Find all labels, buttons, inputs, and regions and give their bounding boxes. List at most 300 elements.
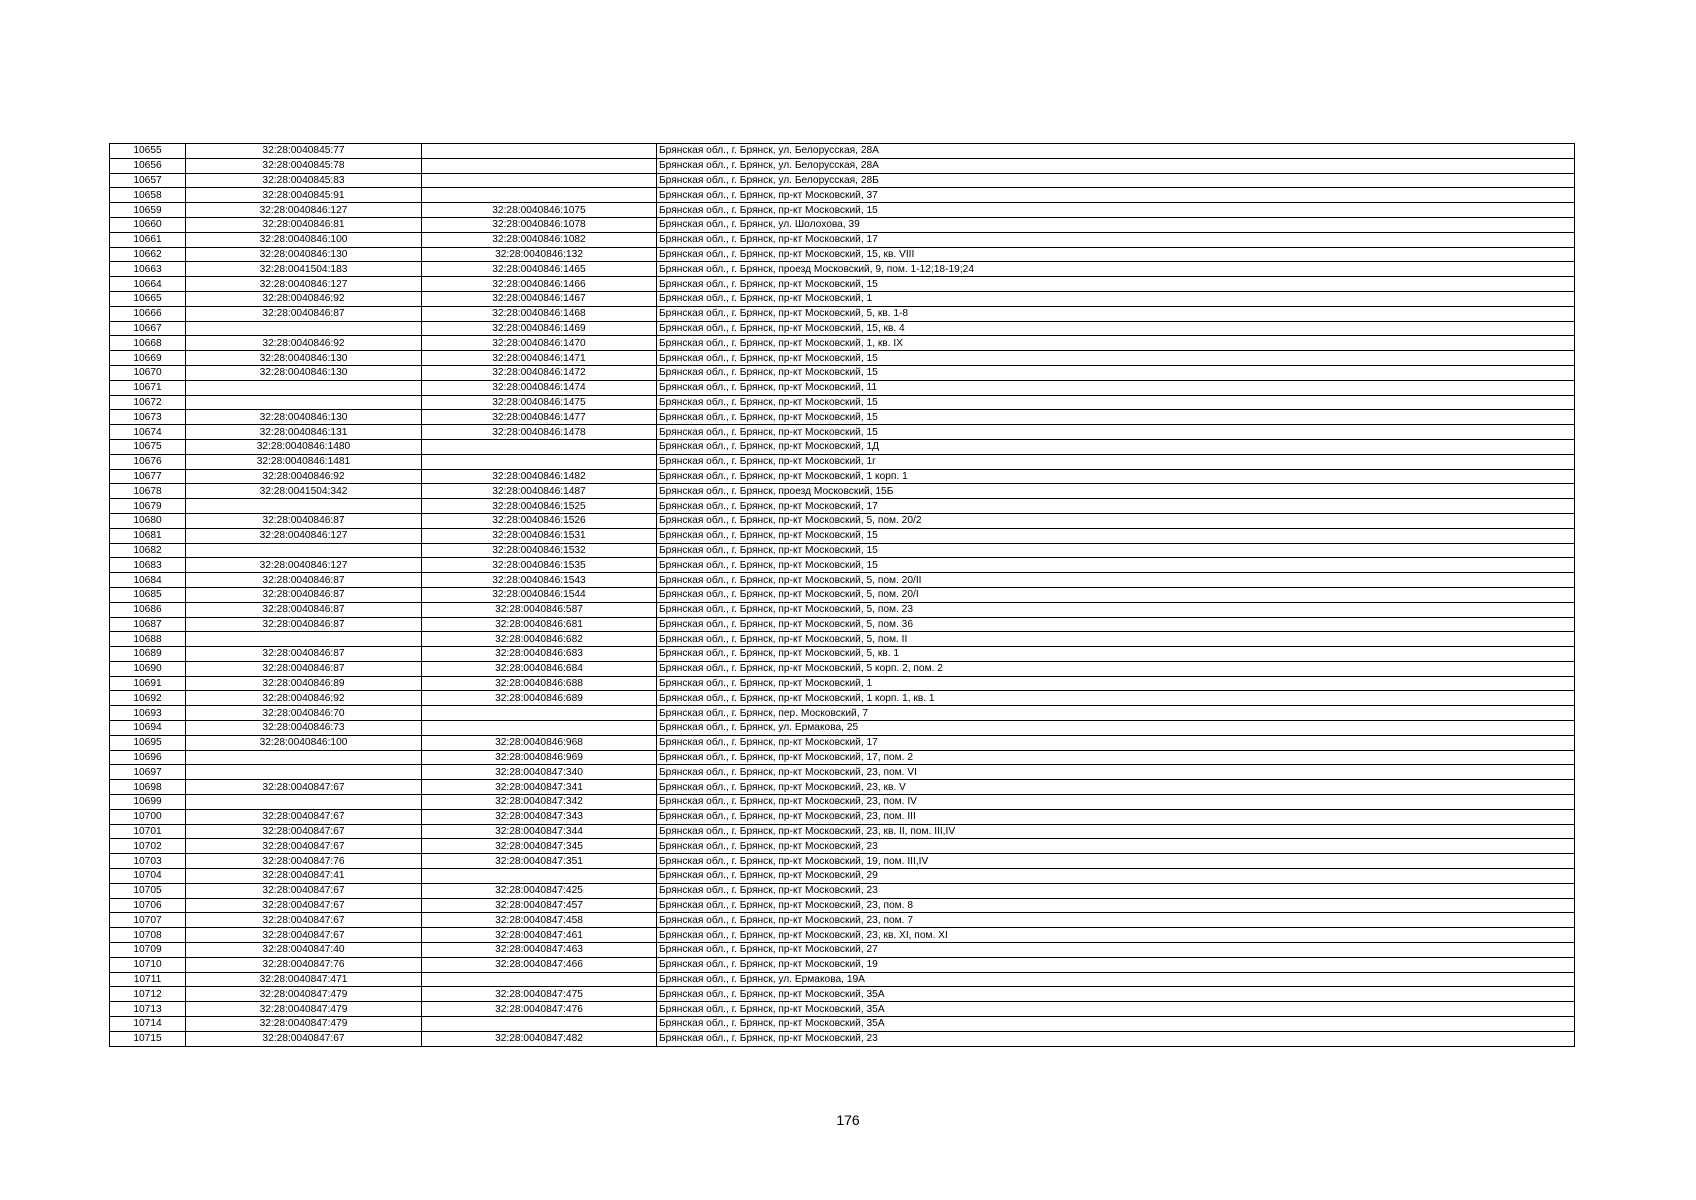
table-row	[110, 735, 1575, 750]
address-cell: Брянская обл., г. Брянск, пр-кт Московский, 5, пом. 20/2	[657, 513, 1575, 528]
parcel-number-cell: 32:28:0040846:87	[186, 617, 422, 632]
row-number-cell: 10688	[110, 632, 186, 647]
row-number-cell: 10683	[110, 558, 186, 573]
row-number-cell: 10674	[110, 425, 186, 440]
object-number-cell: 32:28:0040846:682	[422, 632, 657, 647]
row-number-cell: 10700	[110, 809, 186, 824]
parcel-number-cell	[186, 499, 422, 514]
address-cell: Брянская обл., г. Брянск, проезд Московский, 15Б	[657, 484, 1575, 499]
table-row	[110, 602, 1575, 617]
parcel-number-cell: 32:28:0040846:92	[186, 291, 422, 306]
row-number-cell: 10697	[110, 765, 186, 780]
address-cell: Брянская обл., г. Брянск, пр-кт Московский, 1, кв. IX	[657, 336, 1575, 351]
object-number-cell: 32:28:0040847:461	[422, 928, 657, 943]
table-row	[110, 706, 1575, 721]
table-row	[110, 573, 1575, 588]
table-row	[110, 928, 1575, 943]
row-number-cell: 10690	[110, 661, 186, 676]
page-number: 176	[836, 1112, 860, 1128]
row-number-cell: 10712	[110, 987, 186, 1002]
row-number-cell: 10691	[110, 676, 186, 691]
parcel-number-cell: 32:28:0040847:76	[186, 854, 422, 869]
address-cell: Брянская обл., г. Брянск, пр-кт Московский, 27	[657, 943, 1575, 958]
table-row	[110, 721, 1575, 736]
parcel-number-cell: 32:28:0040847:67	[186, 1031, 422, 1046]
row-number-cell: 10707	[110, 913, 186, 928]
row-number-cell: 10659	[110, 203, 186, 218]
address-cell: Брянская обл., г. Брянск, пр-кт Московский, 15	[657, 558, 1575, 573]
object-number-cell	[422, 721, 657, 736]
table-body	[110, 144, 1575, 1047]
table-row	[110, 425, 1575, 440]
parcel-number-cell: 32:28:0040845:83	[186, 173, 422, 188]
address-cell: Брянская обл., г. Брянск, пр-кт Московский, 15	[657, 277, 1575, 292]
parcel-number-cell: 32:28:0040846:127	[186, 528, 422, 543]
row-number-cell: 10675	[110, 439, 186, 454]
row-number-cell: 10663	[110, 262, 186, 277]
row-number-cell: 10673	[110, 410, 186, 425]
table-row	[110, 499, 1575, 514]
object-number-cell: 32:28:0040846:1465	[422, 262, 657, 277]
object-number-cell: 32:28:0040847:476	[422, 1002, 657, 1017]
object-number-cell: 32:28:0040846:1075	[422, 203, 657, 218]
table-row	[110, 854, 1575, 869]
object-number-cell: 32:28:0040846:1082	[422, 232, 657, 247]
table-row	[110, 543, 1575, 558]
address-cell: Брянская обл., г. Брянск, пр-кт Московский, 1	[657, 291, 1575, 306]
address-cell: Брянская обл., г. Брянск, ул. Белорусская, 28А	[657, 158, 1575, 173]
table-row	[110, 632, 1575, 647]
row-number-cell: 10713	[110, 1002, 186, 1017]
table-row	[110, 365, 1575, 380]
object-number-cell: 32:28:0040847:343	[422, 809, 657, 824]
parcel-number-cell: 32:28:0040847:67	[186, 928, 422, 943]
object-number-cell: 32:28:0040847:458	[422, 913, 657, 928]
table-row	[110, 676, 1575, 691]
object-number-cell	[422, 173, 657, 188]
object-number-cell: 32:28:0040846:1078	[422, 217, 657, 232]
table-row	[110, 395, 1575, 410]
parcel-number-cell: 32:28:0040847:479	[186, 1002, 422, 1017]
row-number-cell: 10662	[110, 247, 186, 262]
address-cell: Брянская обл., г. Брянск, ул. Белорусская, 28А	[657, 144, 1575, 159]
address-cell: Брянская обл., г. Брянск, пр-кт Московский, 15	[657, 395, 1575, 410]
address-cell: Брянская обл., г. Брянск, пр-кт Московский, 1г	[657, 454, 1575, 469]
address-cell: Брянская обл., г. Брянск, пр-кт Московский, 23	[657, 1031, 1575, 1046]
parcel-number-cell: 32:28:0040847:479	[186, 1017, 422, 1032]
table-row	[110, 469, 1575, 484]
address-cell: Брянская обл., г. Брянск, пр-кт Московский, 23, пом. III	[657, 809, 1575, 824]
table-row	[110, 943, 1575, 958]
object-number-cell: 32:28:0040846:689	[422, 691, 657, 706]
object-number-cell: 32:28:0040846:1470	[422, 336, 657, 351]
row-number-cell: 10696	[110, 750, 186, 765]
table-row	[110, 351, 1575, 366]
address-cell: Брянская обл., г. Брянск, пр-кт Московский, 23	[657, 839, 1575, 854]
object-number-cell	[422, 158, 657, 173]
row-number-cell: 10660	[110, 217, 186, 232]
parcel-number-cell: 32:28:0040847:76	[186, 957, 422, 972]
object-number-cell: 32:28:0040846:681	[422, 617, 657, 632]
address-cell: Брянская обл., г. Брянск, пр-кт Московский, 35А	[657, 987, 1575, 1002]
parcel-number-cell: 32:28:0040846:127	[186, 277, 422, 292]
table-row	[110, 987, 1575, 1002]
address-cell: Брянская обл., г. Брянск, пр-кт Московский, 5 корп. 2, пом. 2	[657, 661, 1575, 676]
table-row	[110, 232, 1575, 247]
table-row	[110, 247, 1575, 262]
parcel-number-cell: 32:28:0040846:70	[186, 706, 422, 721]
row-number-cell: 10706	[110, 898, 186, 913]
address-cell: Брянская обл., г. Брянск, пр-кт Московский, 23, кв. XI, пом. XI	[657, 928, 1575, 943]
object-number-cell: 32:28:0040846:1468	[422, 306, 657, 321]
row-number-cell: 10702	[110, 839, 186, 854]
address-cell: Брянская обл., г. Брянск, ул. Белорусская, 28Б	[657, 173, 1575, 188]
address-cell: Брянская обл., г. Брянск, пр-кт Московский, 1 корп. 1	[657, 469, 1575, 484]
table-row	[110, 647, 1575, 662]
parcel-number-cell: 32:28:0040846:87	[186, 573, 422, 588]
parcel-number-cell	[186, 750, 422, 765]
table-row	[110, 765, 1575, 780]
row-number-cell: 10658	[110, 188, 186, 203]
object-number-cell	[422, 1017, 657, 1032]
address-cell: Брянская обл., г. Брянск, пр-кт Московский, 37	[657, 188, 1575, 203]
row-number-cell: 10665	[110, 291, 186, 306]
row-number-cell: 10677	[110, 469, 186, 484]
row-number-cell: 10669	[110, 351, 186, 366]
table-row	[110, 188, 1575, 203]
row-number-cell: 10668	[110, 336, 186, 351]
parcel-number-cell: 32:28:0040847:479	[186, 987, 422, 1002]
row-number-cell: 10711	[110, 972, 186, 987]
table-row	[110, 173, 1575, 188]
object-number-cell	[422, 706, 657, 721]
address-cell: Брянская обл., г. Брянск, пр-кт Московский, 15	[657, 425, 1575, 440]
object-number-cell: 32:28:0040847:463	[422, 943, 657, 958]
parcel-number-cell: 32:28:0040846:1480	[186, 439, 422, 454]
object-number-cell: 32:28:0040847:340	[422, 765, 657, 780]
parcel-number-cell: 32:28:0040846:1481	[186, 454, 422, 469]
row-number-cell: 10678	[110, 484, 186, 499]
row-number-cell: 10682	[110, 543, 186, 558]
parcel-number-cell: 32:28:0040847:67	[186, 839, 422, 854]
address-cell: Брянская обл., г. Брянск, пр-кт Московский, 15	[657, 365, 1575, 380]
parcel-number-cell: 32:28:0040847:67	[186, 780, 422, 795]
parcel-number-cell: 32:28:0040845:77	[186, 144, 422, 159]
table-row	[110, 809, 1575, 824]
parcel-number-cell: 32:28:0040847:67	[186, 809, 422, 824]
row-number-cell: 10685	[110, 587, 186, 602]
table-row	[110, 454, 1575, 469]
address-cell: Брянская обл., г. Брянск, пр-кт Московский, 5, пом. 23	[657, 602, 1575, 617]
parcel-number-cell: 32:28:0040846:87	[186, 513, 422, 528]
address-cell: Брянская обл., г. Брянск, пр-кт Московский, 23, пом. IV	[657, 795, 1575, 810]
address-cell: Брянская обл., г. Брянск, ул. Ермакова, 25	[657, 721, 1575, 736]
address-cell: Брянская обл., г. Брянск, пр-кт Московский, 23, пом. VI	[657, 765, 1575, 780]
parcel-number-cell: 32:28:0040847:67	[186, 898, 422, 913]
object-number-cell: 32:28:0040847:466	[422, 957, 657, 972]
address-cell: Брянская обл., г. Брянск, проезд Московский, 9, пом. 1-12;18-19;24	[657, 262, 1575, 277]
table-row	[110, 913, 1575, 928]
parcel-number-cell: 32:28:0040846:73	[186, 721, 422, 736]
address-cell: Брянская обл., г. Брянск, пр-кт Московский, 15	[657, 410, 1575, 425]
parcel-number-cell	[186, 380, 422, 395]
object-number-cell: 32:28:0040846:1543	[422, 573, 657, 588]
row-number-cell: 10698	[110, 780, 186, 795]
parcel-number-cell: 32:28:0040846:92	[186, 691, 422, 706]
address-cell: Брянская обл., г. Брянск, пр-кт Московский, 23	[657, 883, 1575, 898]
object-number-cell: 32:28:0040846:1544	[422, 587, 657, 602]
address-cell: Брянская обл., г. Брянск, пр-кт Московский, 15, кв. 4	[657, 321, 1575, 336]
parcel-number-cell: 32:28:0040846:89	[186, 676, 422, 691]
row-number-cell: 10681	[110, 528, 186, 543]
object-number-cell: 32:28:0040847:345	[422, 839, 657, 854]
address-cell: Брянская обл., г. Брянск, пер. Московский, 7	[657, 706, 1575, 721]
table-row	[110, 972, 1575, 987]
table-row	[110, 1002, 1575, 1017]
table-row	[110, 291, 1575, 306]
address-cell: Брянская обл., г. Брянск, пр-кт Московский, 23, пом. 8	[657, 898, 1575, 913]
object-number-cell: 32:28:0040846:1535	[422, 558, 657, 573]
address-cell: Брянская обл., г. Брянск, пр-кт Московский, 29	[657, 869, 1575, 884]
row-number-cell: 10686	[110, 602, 186, 617]
table-row	[110, 661, 1575, 676]
address-cell: Брянская обл., г. Брянск, пр-кт Московский, 19, пом. III,IV	[657, 854, 1575, 869]
address-cell: Брянская обл., г. Брянск, пр-кт Московский, 5, пом. 36	[657, 617, 1575, 632]
table-row	[110, 203, 1575, 218]
table-row	[110, 898, 1575, 913]
address-cell: Брянская обл., г. Брянск, пр-кт Московский, 17, пом. 2	[657, 750, 1575, 765]
row-number-cell: 10670	[110, 365, 186, 380]
parcel-number-cell: 32:28:0040846:87	[186, 661, 422, 676]
object-number-cell: 32:28:0040846:968	[422, 735, 657, 750]
parcel-number-cell: 32:28:0040846:130	[186, 365, 422, 380]
row-number-cell: 10694	[110, 721, 186, 736]
parcel-number-cell: 32:28:0040845:91	[186, 188, 422, 203]
table-row	[110, 1017, 1575, 1032]
row-number-cell: 10705	[110, 883, 186, 898]
object-number-cell: 32:28:0040846:683	[422, 647, 657, 662]
parcel-number-cell: 32:28:0040846:130	[186, 410, 422, 425]
table-row	[110, 780, 1575, 795]
object-number-cell	[422, 188, 657, 203]
address-cell: Брянская обл., г. Брянск, пр-кт Московский, 11	[657, 380, 1575, 395]
parcel-number-cell: 32:28:0040847:40	[186, 943, 422, 958]
row-number-cell: 10695	[110, 735, 186, 750]
address-cell: Брянская обл., г. Брянск, пр-кт Московский, 23, пом. 7	[657, 913, 1575, 928]
parcel-number-cell: 32:28:0040846:87	[186, 306, 422, 321]
table-row	[110, 795, 1575, 810]
address-cell: Брянская обл., г. Брянск, пр-кт Московский, 15	[657, 203, 1575, 218]
parcel-number-cell: 32:28:0040846:130	[186, 351, 422, 366]
table-row	[110, 439, 1575, 454]
parcel-number-cell	[186, 795, 422, 810]
object-number-cell: 32:28:0040846:1525	[422, 499, 657, 514]
object-number-cell: 32:28:0040847:475	[422, 987, 657, 1002]
address-cell: Брянская обл., г. Брянск, ул. Шолохова, 39	[657, 217, 1575, 232]
address-cell: Брянская обл., г. Брянск, пр-кт Московский, 19	[657, 957, 1575, 972]
row-number-cell: 10657	[110, 173, 186, 188]
row-number-cell: 10689	[110, 647, 186, 662]
object-number-cell: 32:28:0040846:1487	[422, 484, 657, 499]
parcel-number-cell: 32:28:0040846:100	[186, 232, 422, 247]
row-number-cell: 10693	[110, 706, 186, 721]
row-number-cell: 10708	[110, 928, 186, 943]
address-cell: Брянская обл., г. Брянск, пр-кт Московский, 15, кв. VIII	[657, 247, 1575, 262]
address-cell: Брянская обл., г. Брянск, пр-кт Московский, 23, кв. II, пом. III,IV	[657, 824, 1575, 839]
table-row	[110, 558, 1575, 573]
parcel-number-cell: 32:28:0040846:92	[186, 469, 422, 484]
table-row	[110, 528, 1575, 543]
address-cell: Брянская обл., г. Брянск, ул. Ермакова, 19А	[657, 972, 1575, 987]
object-number-cell: 32:28:0040847:341	[422, 780, 657, 795]
address-cell: Брянская обл., г. Брянск, пр-кт Московский, 35А	[657, 1002, 1575, 1017]
row-number-cell: 10715	[110, 1031, 186, 1046]
parcel-number-cell: 32:28:0040847:471	[186, 972, 422, 987]
object-number-cell: 32:28:0040846:684	[422, 661, 657, 676]
object-number-cell: 32:28:0040846:587	[422, 602, 657, 617]
object-number-cell: 32:28:0040847:344	[422, 824, 657, 839]
address-cell: Брянская обл., г. Брянск, пр-кт Московский, 1 корп. 1, кв. 1	[657, 691, 1575, 706]
object-number-cell: 32:28:0040846:1477	[422, 410, 657, 425]
parcel-number-cell: 32:28:0041504:342	[186, 484, 422, 499]
row-number-cell: 10672	[110, 395, 186, 410]
address-cell: Брянская обл., г. Брянск, пр-кт Московский, 5, кв. 1-8	[657, 306, 1575, 321]
table-row	[110, 883, 1575, 898]
table-row	[110, 144, 1575, 159]
table-row	[110, 839, 1575, 854]
parcel-number-cell: 32:28:0040846:92	[186, 336, 422, 351]
table-row	[110, 824, 1575, 839]
object-number-cell: 32:28:0040846:1532	[422, 543, 657, 558]
table-row	[110, 1031, 1575, 1046]
address-cell: Брянская обл., г. Брянск, пр-кт Московский, 15	[657, 351, 1575, 366]
row-number-cell: 10661	[110, 232, 186, 247]
parcel-number-cell	[186, 543, 422, 558]
object-number-cell: 32:28:0040847:457	[422, 898, 657, 913]
object-number-cell: 32:28:0040847:342	[422, 795, 657, 810]
address-cell: Брянская обл., г. Брянск, пр-кт Московский, 5, кв. 1	[657, 647, 1575, 662]
row-number-cell: 10664	[110, 277, 186, 292]
parcel-number-cell	[186, 765, 422, 780]
parcel-number-cell: 32:28:0040845:78	[186, 158, 422, 173]
table-row	[110, 869, 1575, 884]
object-number-cell	[422, 869, 657, 884]
object-number-cell: 32:28:0040846:1466	[422, 277, 657, 292]
parcel-number-cell: 32:28:0040846:127	[186, 203, 422, 218]
address-cell: Брянская обл., г. Брянск, пр-кт Московский, 15	[657, 528, 1575, 543]
row-number-cell: 10671	[110, 380, 186, 395]
row-number-cell: 10701	[110, 824, 186, 839]
row-number-cell: 10687	[110, 617, 186, 632]
row-number-cell: 10699	[110, 795, 186, 810]
row-number-cell: 10692	[110, 691, 186, 706]
table-row	[110, 587, 1575, 602]
parcel-number-cell: 32:28:0040846:87	[186, 602, 422, 617]
parcel-number-cell: 32:28:0040847:67	[186, 824, 422, 839]
row-number-cell: 10666	[110, 306, 186, 321]
address-cell: Брянская обл., г. Брянск, пр-кт Московский, 1	[657, 676, 1575, 691]
address-cell: Брянская обл., г. Брянск, пр-кт Московский, 17	[657, 499, 1575, 514]
table-row	[110, 380, 1575, 395]
parcel-number-cell: 32:28:0040847:41	[186, 869, 422, 884]
address-cell: Брянская обл., г. Брянск, пр-кт Московский, 5, пом. II	[657, 632, 1575, 647]
object-number-cell: 32:28:0040846:969	[422, 750, 657, 765]
table-row	[110, 336, 1575, 351]
table-row	[110, 691, 1575, 706]
row-number-cell: 10684	[110, 573, 186, 588]
parcel-number-cell	[186, 632, 422, 647]
address-cell: Брянская обл., г. Брянск, пр-кт Московский, 35А	[657, 1017, 1575, 1032]
table-row	[110, 484, 1575, 499]
table-row	[110, 957, 1575, 972]
object-number-cell	[422, 454, 657, 469]
table-row	[110, 158, 1575, 173]
row-number-cell: 10714	[110, 1017, 186, 1032]
object-number-cell: 32:28:0040846:1467	[422, 291, 657, 306]
table-row	[110, 513, 1575, 528]
table-row	[110, 262, 1575, 277]
object-number-cell: 32:28:0040846:1475	[422, 395, 657, 410]
object-number-cell: 32:28:0040846:1482	[422, 469, 657, 484]
row-number-cell: 10655	[110, 144, 186, 159]
row-number-cell: 10667	[110, 321, 186, 336]
parcel-number-cell: 32:28:0040847:67	[186, 883, 422, 898]
table-row	[110, 217, 1575, 232]
row-number-cell: 10656	[110, 158, 186, 173]
parcel-number-cell	[186, 395, 422, 410]
table-row	[110, 306, 1575, 321]
parcel-number-cell: 32:28:0040847:67	[186, 913, 422, 928]
address-cell: Брянская обл., г. Брянск, пр-кт Московский, 5, пом. 20/I	[657, 587, 1575, 602]
parcel-number-cell: 32:28:0040846:100	[186, 735, 422, 750]
object-number-cell: 32:28:0040846:1472	[422, 365, 657, 380]
row-number-cell: 10703	[110, 854, 186, 869]
row-number-cell: 10704	[110, 869, 186, 884]
object-number-cell	[422, 972, 657, 987]
table-row	[110, 617, 1575, 632]
object-number-cell: 32:28:0040846:1469	[422, 321, 657, 336]
parcel-number-cell: 32:28:0040846:130	[186, 247, 422, 262]
parcel-number-cell: 32:28:0040846:131	[186, 425, 422, 440]
object-number-cell: 32:28:0040846:1526	[422, 513, 657, 528]
registry-table	[109, 143, 1575, 1047]
address-cell: Брянская обл., г. Брянск, пр-кт Московский, 1Д	[657, 439, 1575, 454]
object-number-cell: 32:28:0040846:1531	[422, 528, 657, 543]
row-number-cell: 10680	[110, 513, 186, 528]
row-number-cell: 10710	[110, 957, 186, 972]
object-number-cell: 32:28:0040846:1478	[422, 425, 657, 440]
address-cell: Брянская обл., г. Брянск, пр-кт Московский, 17	[657, 232, 1575, 247]
table-row	[110, 410, 1575, 425]
object-number-cell: 32:28:0040846:688	[422, 676, 657, 691]
parcel-number-cell: 32:28:0040846:127	[186, 558, 422, 573]
parcel-number-cell: 32:28:0041504:183	[186, 262, 422, 277]
parcel-number-cell: 32:28:0040846:81	[186, 217, 422, 232]
object-number-cell: 32:28:0040847:425	[422, 883, 657, 898]
row-number-cell: 10676	[110, 454, 186, 469]
object-number-cell: 32:28:0040847:482	[422, 1031, 657, 1046]
object-number-cell: 32:28:0040846:1474	[422, 380, 657, 395]
parcel-number-cell: 32:28:0040846:87	[186, 587, 422, 602]
address-cell: Брянская обл., г. Брянск, пр-кт Московский, 5, пом. 20/II	[657, 573, 1575, 588]
row-number-cell: 10709	[110, 943, 186, 958]
table-row	[110, 750, 1575, 765]
row-number-cell: 10679	[110, 499, 186, 514]
object-number-cell: 32:28:0040846:132	[422, 247, 657, 262]
parcel-number-cell	[186, 321, 422, 336]
parcel-number-cell: 32:28:0040846:87	[186, 647, 422, 662]
object-number-cell	[422, 439, 657, 454]
